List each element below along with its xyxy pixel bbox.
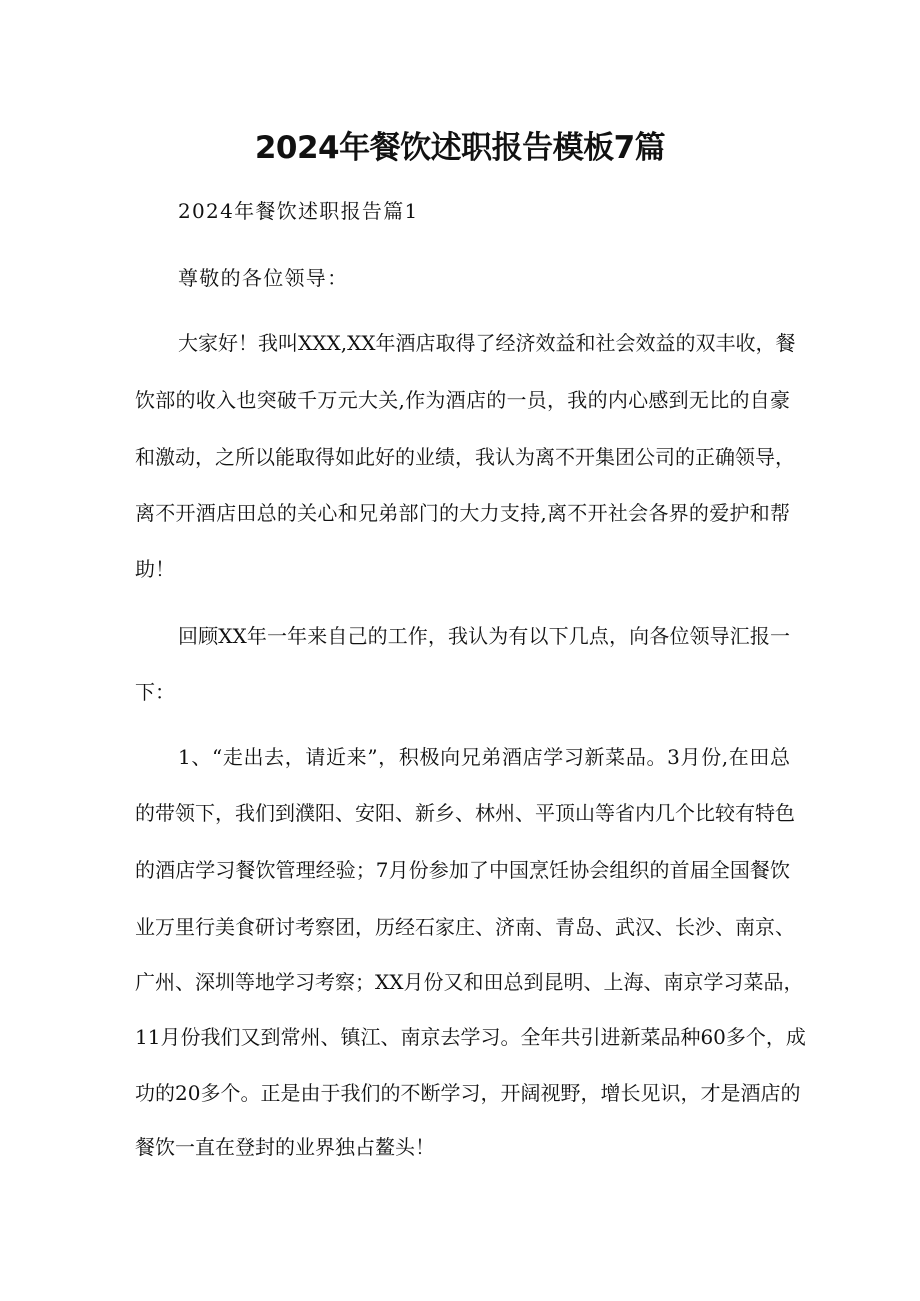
- document-title: 2024年餐饮述职报告模板7篇: [254, 130, 666, 166]
- paragraph-line: 大家好！我叫XXX,XX年酒店取得了经济效益和社会效益的双丰收，餐: [178, 331, 796, 355]
- paragraph-line: 的带领下，我们到濮阳、安阳、新乡、林州、平顶山等省内几个比较有特色: [135, 801, 795, 825]
- paragraph-line: 餐饮一直在登封的业界独占鳌头！: [135, 1135, 435, 1159]
- section-heading: 2024年餐饮述职报告篇1: [178, 199, 419, 223]
- paragraph-line: 功的20多个。正是由于我们的不断学习，开阔视野，增长见识，才是酒店的: [135, 1081, 801, 1105]
- paragraph-line: 的酒店学习餐饮管理经验；7月份参加了中国烹饪协会组织的首届全国餐饮: [135, 858, 790, 882]
- paragraph-line: 和激动，之所以能取得如此好的业绩，我认为离不开集团公司的正确领导，: [135, 445, 795, 469]
- paragraph-line: 饮部的收入也突破千万元大关,作为酒店的一员，我的内心感到无比的自豪: [135, 388, 790, 412]
- paragraph-line: 1、“走出去，请近来”，积极向兄弟酒店学习新菜品。3月份,在田总: [178, 745, 790, 769]
- paragraph-line: 广州、深圳等地学习考察；XX月份又和田总到昆明、上海、南京学习菜品，: [135, 970, 804, 994]
- salutation: 尊敬的各位领导：: [178, 266, 349, 290]
- paragraph-line: 离不开酒店田总的关心和兄弟部门的大力支持,离不开社会各界的爱护和帮: [135, 501, 790, 525]
- paragraph-line: 11月份我们又到常州、镇江、南京去学习。全年共引进新菜品种60多个，成: [135, 1025, 806, 1049]
- paragraph-line: 回顾XX年一年来自己的工作，我认为有以下几点，向各位领导汇报一: [178, 624, 790, 648]
- paragraph-line: 助！: [135, 557, 175, 581]
- paragraph-line: 业万里行美食研讨考察团，历经石家庄、济南、青岛、武汉、长沙、南京、: [135, 915, 795, 939]
- paragraph-line: 下：: [135, 680, 175, 704]
